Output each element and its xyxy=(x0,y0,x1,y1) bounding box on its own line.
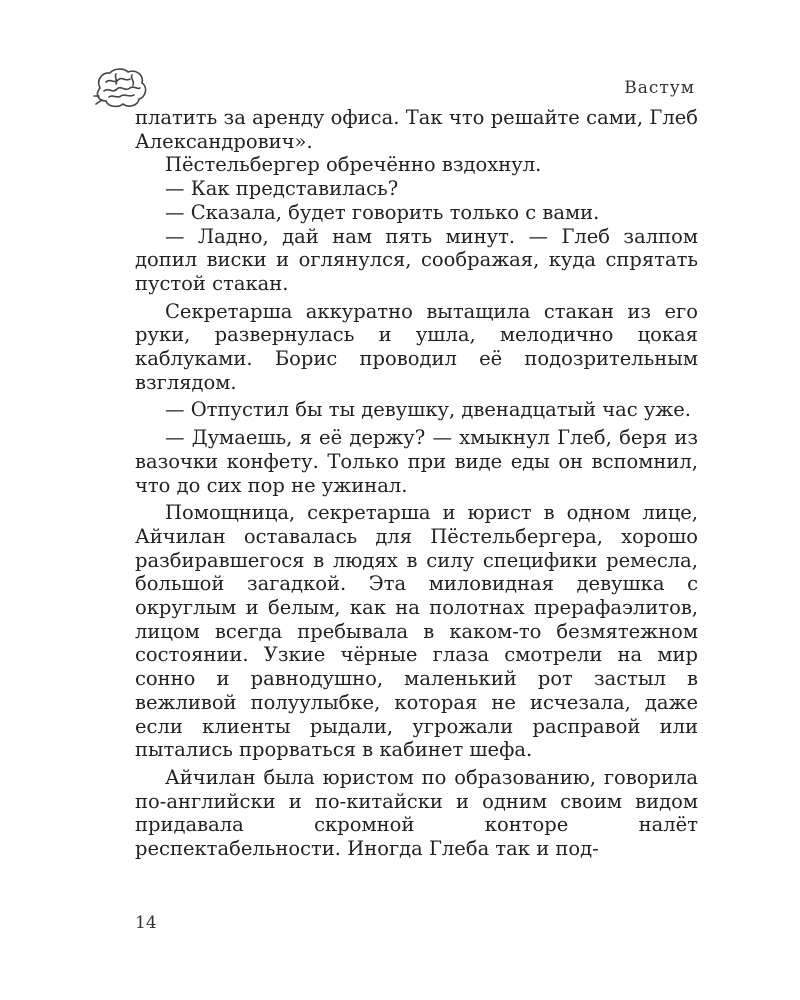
paragraph: — Ладно, дай нам пять минут. — Глеб залпом допил виски и оглянулся, соображая, куда спрятать пустой стакан. xyxy=(135,224,698,295)
page-number: 14 xyxy=(135,913,157,933)
paragraph: — Думаешь, я её держу? — хмыкнул Глеб, беря из вазочки конфету. Только при виде еды он вспомнил, что до сих пор не ужинал. xyxy=(135,426,698,497)
paragraph: Помощница, секретарша и юрист в одном лице, Айчилан оставалась для Пёстельбергера, хорошо разбиравшегося в людях в силу специфики ремесла, большой загадкой. Эта миловидная девушка с округлым и белым, как на полотнах прерафаэлитов, лицом всегда пребывала в каком-то безмятежном состоянии. Узкие чёрные глаза смотрели на мир сонно и равнодушно, маленький рот застыл в вежливой полуулыбке, которая не исчезала, даже если клиенты рыдали, угрожали расправой или пытались прорваться в кабинет шефа. xyxy=(135,501,698,762)
paragraph: Секретарша аккуратно вытащила стакан из его руки, развернулась и ушла, мелодично цокая каблуками. Борис проводил её подозрительным взглядом. xyxy=(135,299,698,394)
page-body xyxy=(135,106,698,861)
brain-ornament-icon xyxy=(92,66,150,110)
running-head-title: Вастум xyxy=(624,78,695,98)
paragraph: — Сказала, будет говорить только с вами. xyxy=(165,200,600,224)
paragraph: — Отпустил бы ты девушку, двенадцатый час уже. xyxy=(165,398,691,422)
paragraph: Айчилан была юристом по образованию, говорила по-английски и по-китайски и одним своим видом придавала скромной конторе налёт респектабельности. Иногда Глеба так и под- xyxy=(135,765,698,861)
paragraph: платить за аренду офиса. Так что решайте сами, Глеб Александрович». xyxy=(135,106,698,153)
paragraph: Пёстельбергер обречённо вздохнул. xyxy=(165,153,542,177)
paragraph: — Как представилась? xyxy=(165,177,399,201)
